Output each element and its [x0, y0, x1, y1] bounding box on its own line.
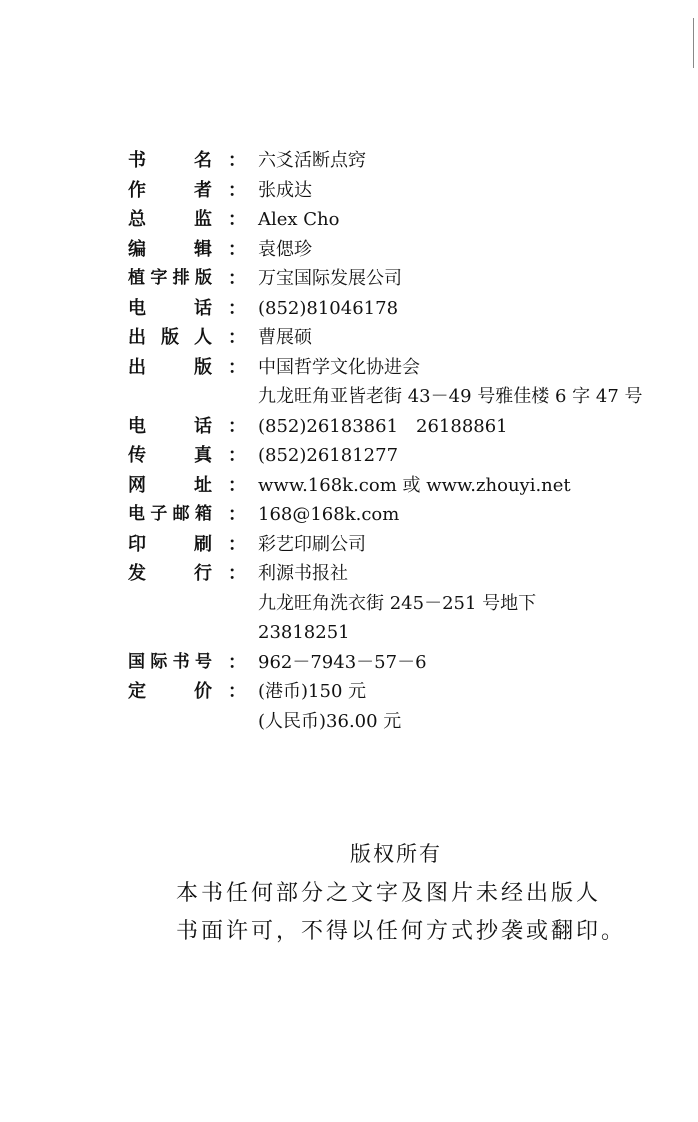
info-value: 万宝国际发展公司 — [258, 268, 402, 289]
info-row-website — [0, 471, 698, 501]
info-label: 电 话 — [128, 415, 212, 437]
info-row-distributor-address — [0, 589, 698, 619]
info-value: (852)81046178 — [258, 297, 399, 319]
info-colon: ： — [228, 681, 246, 702]
info-row-phone-2 — [0, 412, 698, 442]
info-label: 出版人 — [128, 327, 212, 348]
info-colon: ： — [228, 238, 246, 260]
info-row-publisher — [0, 353, 698, 383]
info-colon: ： — [228, 356, 246, 378]
info-colon: ： — [228, 504, 246, 525]
info-value: 中国哲学文化协进会 — [258, 356, 420, 378]
info-value: 利源书报社 — [258, 563, 348, 584]
info-row-email — [0, 500, 698, 530]
info-value: 曹展硕 — [258, 327, 312, 348]
info-value: 袁偲珍 — [258, 238, 312, 260]
info-value: (852)26183861 26188861 — [258, 415, 508, 437]
info-label: 电 话 — [128, 297, 212, 319]
info-value: www.168k.com 或 www.zhouyi.net — [258, 474, 571, 496]
info-row-editor — [0, 235, 698, 265]
info-label: 植字排版 — [128, 268, 212, 288]
info-value: (852)26181277 — [258, 445, 399, 466]
info-label: 定 价 — [128, 681, 212, 702]
info-value: Alex Cho — [258, 209, 340, 230]
info-row-price — [0, 677, 698, 707]
info-row-fax — [0, 441, 698, 471]
info-value: 九龙旺角洗衣街 245－251 号地下 — [258, 592, 537, 614]
info-colon: ： — [228, 268, 246, 289]
info-value: 九龙旺角亚皆老街 43－49 号雅佳楼 6 字 47 号 — [258, 386, 643, 407]
scan-edge-mark — [693, 18, 694, 68]
info-label: 出 版 — [128, 356, 212, 378]
info-value: (人民币)36.00 元 — [258, 710, 402, 732]
info-label: 编 辑 — [128, 238, 212, 260]
info-label: 总 监 — [128, 209, 212, 230]
publication-info-list — [0, 146, 698, 736]
info-row-price-rmb — [0, 707, 698, 737]
info-label: 传 真 — [128, 445, 212, 466]
info-label: 印 刷 — [128, 533, 212, 555]
info-row-printer — [0, 530, 698, 560]
info-colon: ： — [228, 533, 246, 555]
info-row-title — [0, 146, 698, 176]
copyright-text-line: 书面许可，不得以任何方式抄袭或翻印。 — [176, 919, 627, 944]
info-label: 网 址 — [128, 474, 212, 496]
info-value: 六爻活断点窍 — [258, 150, 366, 171]
info-value: (港币)150 元 — [258, 681, 367, 702]
info-row-distributor-phone — [0, 618, 698, 648]
info-colon: ： — [228, 179, 246, 201]
info-row-author — [0, 176, 698, 206]
info-row-typesetting — [0, 264, 698, 294]
info-colon: ： — [228, 563, 246, 584]
info-value: 彩艺印刷公司 — [258, 533, 366, 555]
info-colon: ： — [228, 327, 246, 348]
info-row-phone — [0, 294, 698, 324]
info-label: 书 名 — [128, 150, 212, 171]
info-row-isbn — [0, 648, 698, 678]
info-label: 电子邮箱 — [128, 504, 212, 524]
info-row-publisher-address — [0, 382, 698, 412]
info-value: 23818251 — [258, 622, 350, 643]
info-label: 作 者 — [128, 179, 212, 201]
info-row-distributor — [0, 559, 698, 589]
info-value: 168@168k.com — [258, 504, 400, 525]
copyright-title: 版权所有 — [350, 842, 442, 866]
info-label: 发 行 — [128, 563, 212, 584]
info-value: 962－7943－57－6 — [258, 651, 427, 673]
info-colon: ： — [228, 474, 246, 496]
info-colon: ： — [228, 651, 246, 673]
info-colon: ： — [228, 415, 246, 437]
copyright-text-line: 本书任何部分之文字及图片未经出版人 — [176, 881, 602, 906]
info-colon: ： — [228, 150, 246, 171]
info-row-publisher-person — [0, 323, 698, 353]
info-colon: ： — [228, 209, 246, 230]
info-colon: ： — [228, 445, 246, 466]
info-row-director — [0, 205, 698, 235]
info-value: 张成达 — [258, 179, 312, 201]
info-label: 国际书号 — [128, 651, 212, 672]
info-colon: ： — [228, 297, 246, 319]
